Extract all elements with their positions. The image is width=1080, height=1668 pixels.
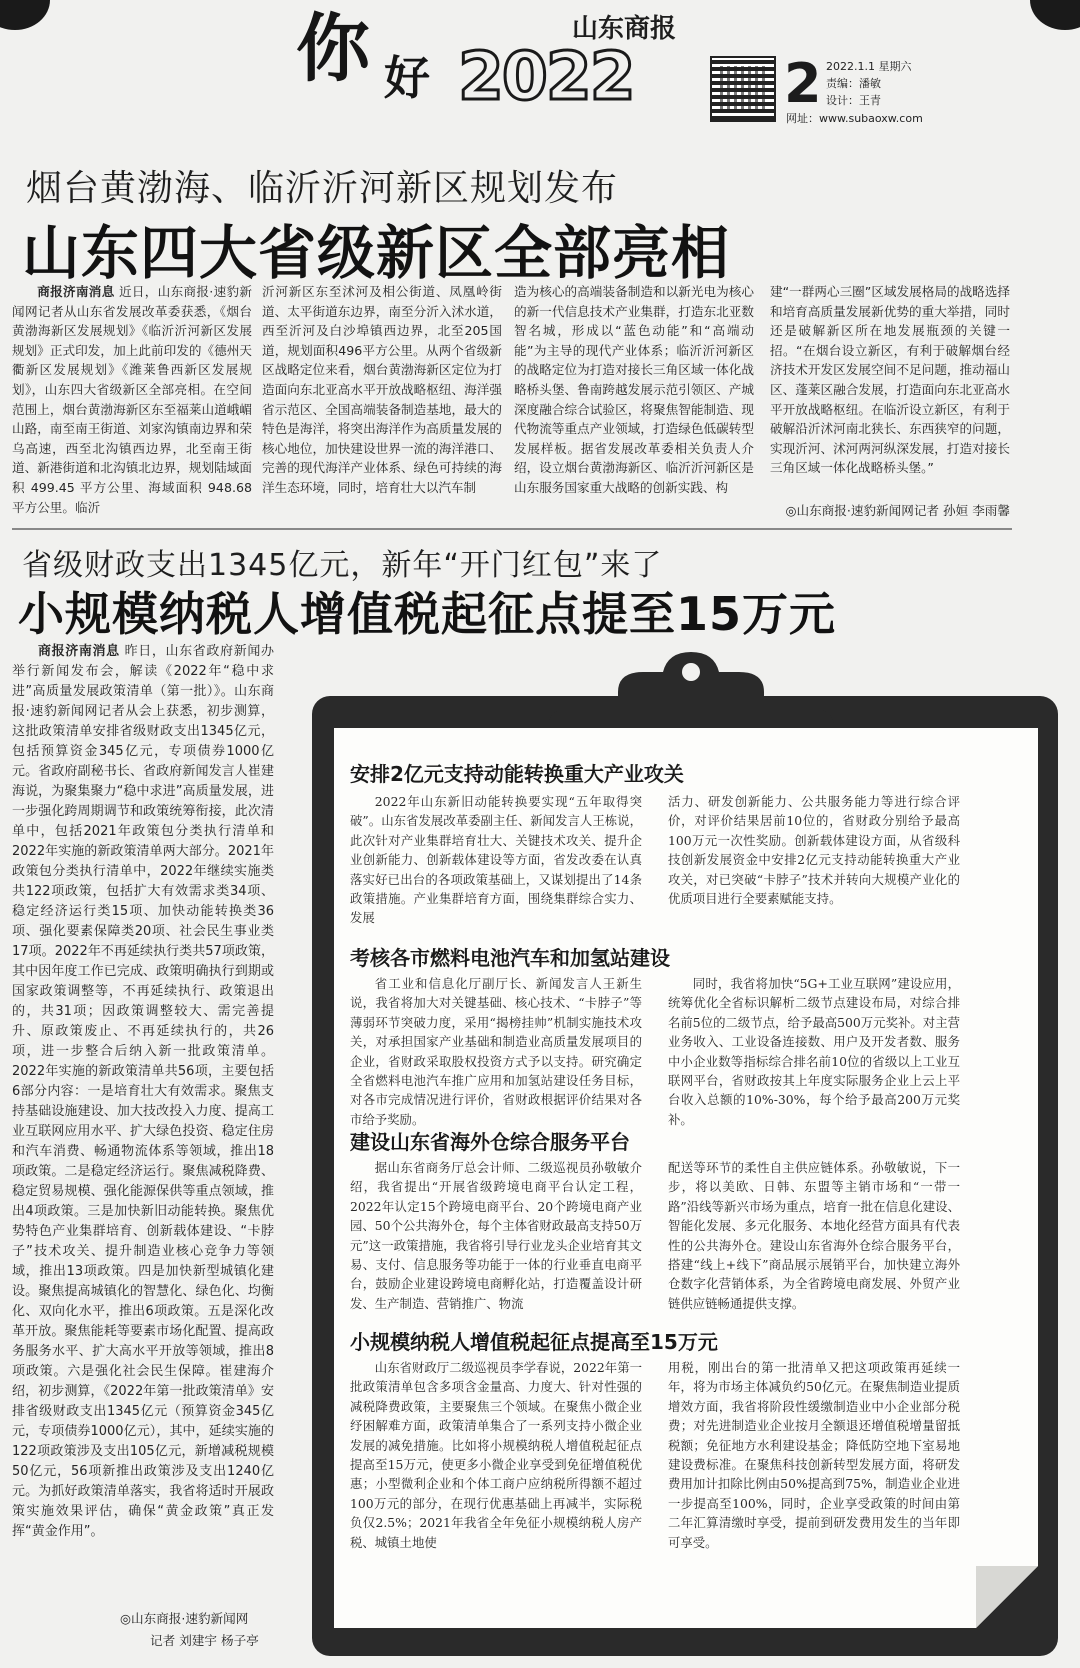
article1-col4 xyxy=(770,282,1010,478)
website: 网址：www.subaoxw.com xyxy=(786,112,923,125)
article2-signature-line2: 记者 刘建宇 杨子亭 xyxy=(150,1633,259,1648)
clip-section4-title: 小规模纳税人增值税起征点提高至15万元 xyxy=(350,1330,718,1354)
article2-body-text: 昨日，山东省政府新闻办举行新闻发布会，解读《2022年“稳中求进”高质量发展政策清单（第一批）》。山东商报·速豹新闻网记者从会上获悉，初步测算，这批政策清单安排省级财政支出1345亿元，包括预算资金345亿元，专项债券1000亿元。省政府副秘书长、省政府新闻发言人崔建海说，为聚集聚力“稳中求进”高质量发展，进一步强化跨周期调节和政策统筹衔接，此次清单中，包括2021年政策包分类执行清单和2022年实施的新政策清单两大部分。2021年政策包分类执行清单中，2022年继续实施类共122项政策，包括扩大有效需求类34项、稳定经济运行类15项、加快动能转换类36项、强化要素保障类20项、社会民生事业类17项。2022年不再延续执行类共57项政策，其中因年度工作已完成、政策明确执行到期或国家政策调整等，不再延续执行、政策退出的，共31项；因政策调整较大、需完善提升、原政策废止、不再延续执行的，共26项，进一步整合后纳入新一批政策清单。2022年实施的新政策清单共56项，主要包括6部分内容：一是培育壮大有效需求。聚焦支持基础设施建设、加大技改投入力度、提高工业互联网应用水平、扩大绿色投资、稳定住房和汽车消费、畅通物流体系等领域，推出18项政策。二是稳定经济运行。聚焦减税降费、稳定贸易规模、强化能源保供等重点领域，推出4项政策。三是加快新旧动能转换。聚焦优势特色产业集群培育、创新载体建设、“卡脖子”技术攻关、提升制造业核心竞争力等领域，推出13项政策。四是加快新型城镇化建设。聚焦提高城镇化的智慧化、绿色化、均衡化、双向化水平，推出6项政策。五是深化改革开放。聚焦能耗等要素市场化配置、提高政务服务水平、扩大高水平开放等领域，推出8项政策。六是强化社会民生保障。崔建海介绍，初步测算，《2022年第一批政策清单》安排省级财政支出1345亿元（预算资金345亿元，专项债券1000亿元），其中，延续实施的122项政策涉及支出105亿元，新增减税规模50亿元，56项新推出政策涉及支出1240亿元。为抓好政策清单落实，我省将适时开展政策实施效果评估，确保“黄金政策”真正发挥“黄金作用”。 xyxy=(12,644,274,1539)
clip-section4-left xyxy=(350,1358,642,1610)
paper-name: 山东商报 xyxy=(572,14,677,44)
corner-dot-right xyxy=(1030,0,1080,30)
clip-section4-right-text: 用税，刚出台的第一批清单又把这项政策再延续一年，将为市场主体减负约50亿元。在聚焦制造业提质增效方面，我省将阶段性缓缴制造业中小企业部分税费；对先进制造业企业按月全额退还增值税增量留抵税额；免征地方水利建设基金；降低防空地下室易地建设费标准。在聚焦科技创新转型发展方面，将研发费用加计扣除比例由50%提高到75%，制造业企业进一步提高至100%，同时，企业享受政策的时间由第二年汇算清缴时享受，提前到研发费用发生的当年即可享受。 xyxy=(668,1360,960,1550)
clip-section2-title: 考核各市燃料电池汽车和加氢站建设 xyxy=(350,946,670,970)
clip-section1-title: 安排2亿元支持动能转换重大产业攻关 xyxy=(350,762,684,786)
masthead-hao: 好 xyxy=(384,51,430,105)
article1-col4-text: 建“一群两心三圈”区域发展格局的战略选择和培育高质量发展新优势的重大举措，同时还是破解新区所在地发展瓶颈的关键一招。“在烟台设立新区，有利于破解烟台经济技术开发区发展空间不足问题，推动福山区、蓬莱区融合发展，打造面向东北亚高水平开放战略枢纽。在临沂设立新区，有利于破解沿沂沭河南北狭长、东西狭窄的问题，实现沂河、沭河两河纵深发展，打造对接长三角区域一体化战略桥头堡。” xyxy=(770,284,1010,476)
article2-kicker: 省级财政支出1345亿元，新年“开门红包”来了 xyxy=(22,548,663,583)
article2-lead: 商报济南消息 xyxy=(38,644,120,659)
clip-section1-right-text: 活力、研发创新能力、公共服务能力等进行综合评价，对评价结果居前10位的，省财政分别给予最高100万元一次性奖励。创新载体建设方面，从省级科技创新发展资金中安排2亿元支持动能转换重大产业攻关，对已突破“卡脖子”技术并转向大规模产业化的优质项目进行全要素赋能支持。 xyxy=(668,794,960,907)
article2-body xyxy=(12,642,274,1562)
clip-section3-title: 建设山东省海外仓综合服务平台 xyxy=(350,1130,630,1154)
clip-section3-right xyxy=(668,1158,960,1313)
clip-section3-left-text: 据山东省商务厅总会计师、二级巡视员孙敬敏介绍，我省提出“开展省级跨境电商平台认定工程，2022年认定15个跨境电商平台、20个跨境电商产业园、50个公共海外仓，每个主体省财政最高支持50万元”这一政策措施，我省将引导行业龙头企业培育其文易、支付、信息服务等功能于一体的行业垂直电商平台，鼓励企业建设跨境电商孵化站，打造覆盖设计研发、生产制造、营销推广、物流 xyxy=(350,1160,642,1311)
article1-col1 xyxy=(12,282,252,517)
masthead-year: 2022 xyxy=(458,38,634,115)
clip-section2-right-text: 同时，我省将加快“5G+工业互联网”建设应用，统筹优化全省标识解析二级节点建设布局，对综合排名前5位的二级节点，给予最高500万元奖补。对主营业务收入、工业设备连接数、用户及开发者数、服务中小企业数等指标综合排名前10位的省级以上工业互联网平台，省财政按其上年度实际服务企业上云上平台收入总额的10%-30%，每个给予最高200万元奖补。 xyxy=(668,976,960,1127)
editor-credit: 责编：潘敏 xyxy=(826,77,881,90)
date-line: 2022.1.1 星期六 xyxy=(826,60,912,73)
clip-section2-right xyxy=(668,974,960,1129)
clip-section1-left xyxy=(350,792,642,928)
clip-section3-right-text: 配送等环节的柔性自主供应链体系。孙敬敏说，下一步，将以美欧、日韩、东盟等主销市场和“一带一路”沿线等新兴市场为重点，培育一批在信息化建设、智能化发展、多元化服务、本地化经营方面具有代表性的公共海外仓。建设山东省海外仓综合服务平台，搭建“线上+线下”商品展示展销平台，加快建立海外仓数字化营销体系，为全省跨境电商发展、外贸产业链供应链畅通提供支撑。 xyxy=(668,1160,960,1311)
clip-section2-left-text: 省工业和信息化厅副厅长、新闻发言人王新生说，我省将加大对关键基础、核心技术、“卡脖子”等薄弱环节突破力度，采用“揭榜挂帅”机制实施技术攻关，对承担国家产业基础和制造业高质量发展项目的企业，省财政采取股权投资方式予以支持。研究确定全省燃料电池汽车推广应用和加氢站建设任务目标，对各市完成情况进行评价，省财政根据评价结果对各市给予奖励。 xyxy=(350,976,642,1127)
clip-section3-left xyxy=(350,1158,642,1313)
masthead-ni: 你 xyxy=(296,6,370,92)
clip-section2-left xyxy=(350,974,642,1129)
folded-corner-icon xyxy=(976,1566,1038,1628)
clip-section1-right xyxy=(668,792,960,908)
article1-headline: 山东四大省级新区全部亮相 xyxy=(22,219,731,287)
article1-col3-text: 造为核心的高端装备制造和以新光电为核心的新一代信息技术产业集群，打造东北亚数智名城，形成以“蓝色动能”和“高端动能”为主导的现代产业体系；临沂沂河新区的战略定位为打造对接长三角区域一体化战略桥头堡、鲁南跨越发展示范引领区、产城深度融合综合试验区，将聚焦智能制造、现代物流等重点产业领域，打造绿色低碳转型发展样板。据省发展改革委相关负责人介绍，设立烟台黄渤海新区、临沂沂河新区是山东服务国家重大战略的创新实践、构 xyxy=(514,284,754,495)
qr-code-icon xyxy=(710,56,776,122)
clip-section1-left-text: 2022年山东新旧动能转换要实现“五年取得突破”。山东省发展改革委副主任、新闻发言人王栋说，此次针对产业集群培育壮大、关键技术攻关、提升企业创新能力、创新载体建设等方面，省发改委在认真落实好已出台的各项政策基础上，又谋划提出了14条政策措施。产业集群培育方面，围绕集群综合实力、发展 xyxy=(350,794,642,926)
article2-headline: 小规模纳税人增值税起征点提至15万元 xyxy=(18,587,837,641)
article1-col1-text: 近日，山东商报·速豹新闻网记者从山东省发展改革委获悉，《烟台黄渤海新区发展规划》《临沂沂河新区发展规划》正式印发，加上此前印发的《德州天衢新区发展规划》《潍莱鲁西新区发展规划》，山东四大省级新区全部亮相。在空间范围上，烟台黄渤海新区东至福莱山道峨嵋山路，南至南王街道、刘家沟镇南边界和荣乌高速，西至北沟镇西边界，北至南王街道、新港街道和北沟镇北边界，规划陆域面积 499.45 平方公里、海域面积 948.68 平方公里。临沂 xyxy=(12,284,253,515)
designer-credit: 设计：王青 xyxy=(826,94,881,107)
article1-signature: ◎山东商报·速豹新闻网记者 孙姮 李雨馨 xyxy=(785,503,1010,518)
corner-dot-left xyxy=(0,0,50,30)
section-divider xyxy=(12,528,1012,530)
clip-section4-left-text: 山东省财政厅二级巡视员李学春说，2022年第一批政策清单包含多项含金量高、力度大、针对性强的减税降费政策，主要聚焦三个领域。在聚焦小微企业纾困解难方面，政策清单集合了一系列支持小微企业发展的减免措施。比如将小规模纳税人增值税起征点提高至15万元，使更多小微企业享受到免征增值税优惠；小型微利企业和个体工商户应纳税所得额不超过100万元的部分，在现行优惠基础上再减半，实际税负仅2.5%；2021年我省全年免征小规模纳税人房产税、城镇土地使 xyxy=(350,1360,642,1550)
article1-kicker: 烟台黄渤海、临沂沂河新区规划发布 xyxy=(26,168,619,209)
article1-lead: 商报济南消息 xyxy=(37,284,115,299)
article2-signature-line1: ◎山东商报·速豹新闻网 xyxy=(120,1611,249,1626)
article1-col3 xyxy=(514,282,754,498)
clip-section4-right xyxy=(668,1358,960,1610)
page-number: 2 xyxy=(784,52,822,115)
article1-col2-text: 沂河新区东至沭河及相公街道、凤凰岭街道、太平街道东边界，南至分沂入沭水道，西至沂河及白沙埠镇西边界，北至205国道，规划面积496平方公里。从两个省级新区战略定位来看，烟台黄渤海新区定位为打造面向东北亚高水平开放战略枢纽、海洋强省示范区、全国高端装备制造基地，最大的特色是海洋，将突出海洋作为高质量发展的核心地位，加快建设世界一流的海洋港口、完善的现代海洋产业体系、绿色可持续的海洋生态环境，同时，培育壮大以汽车制 xyxy=(262,284,502,495)
article1-col2 xyxy=(262,282,502,498)
